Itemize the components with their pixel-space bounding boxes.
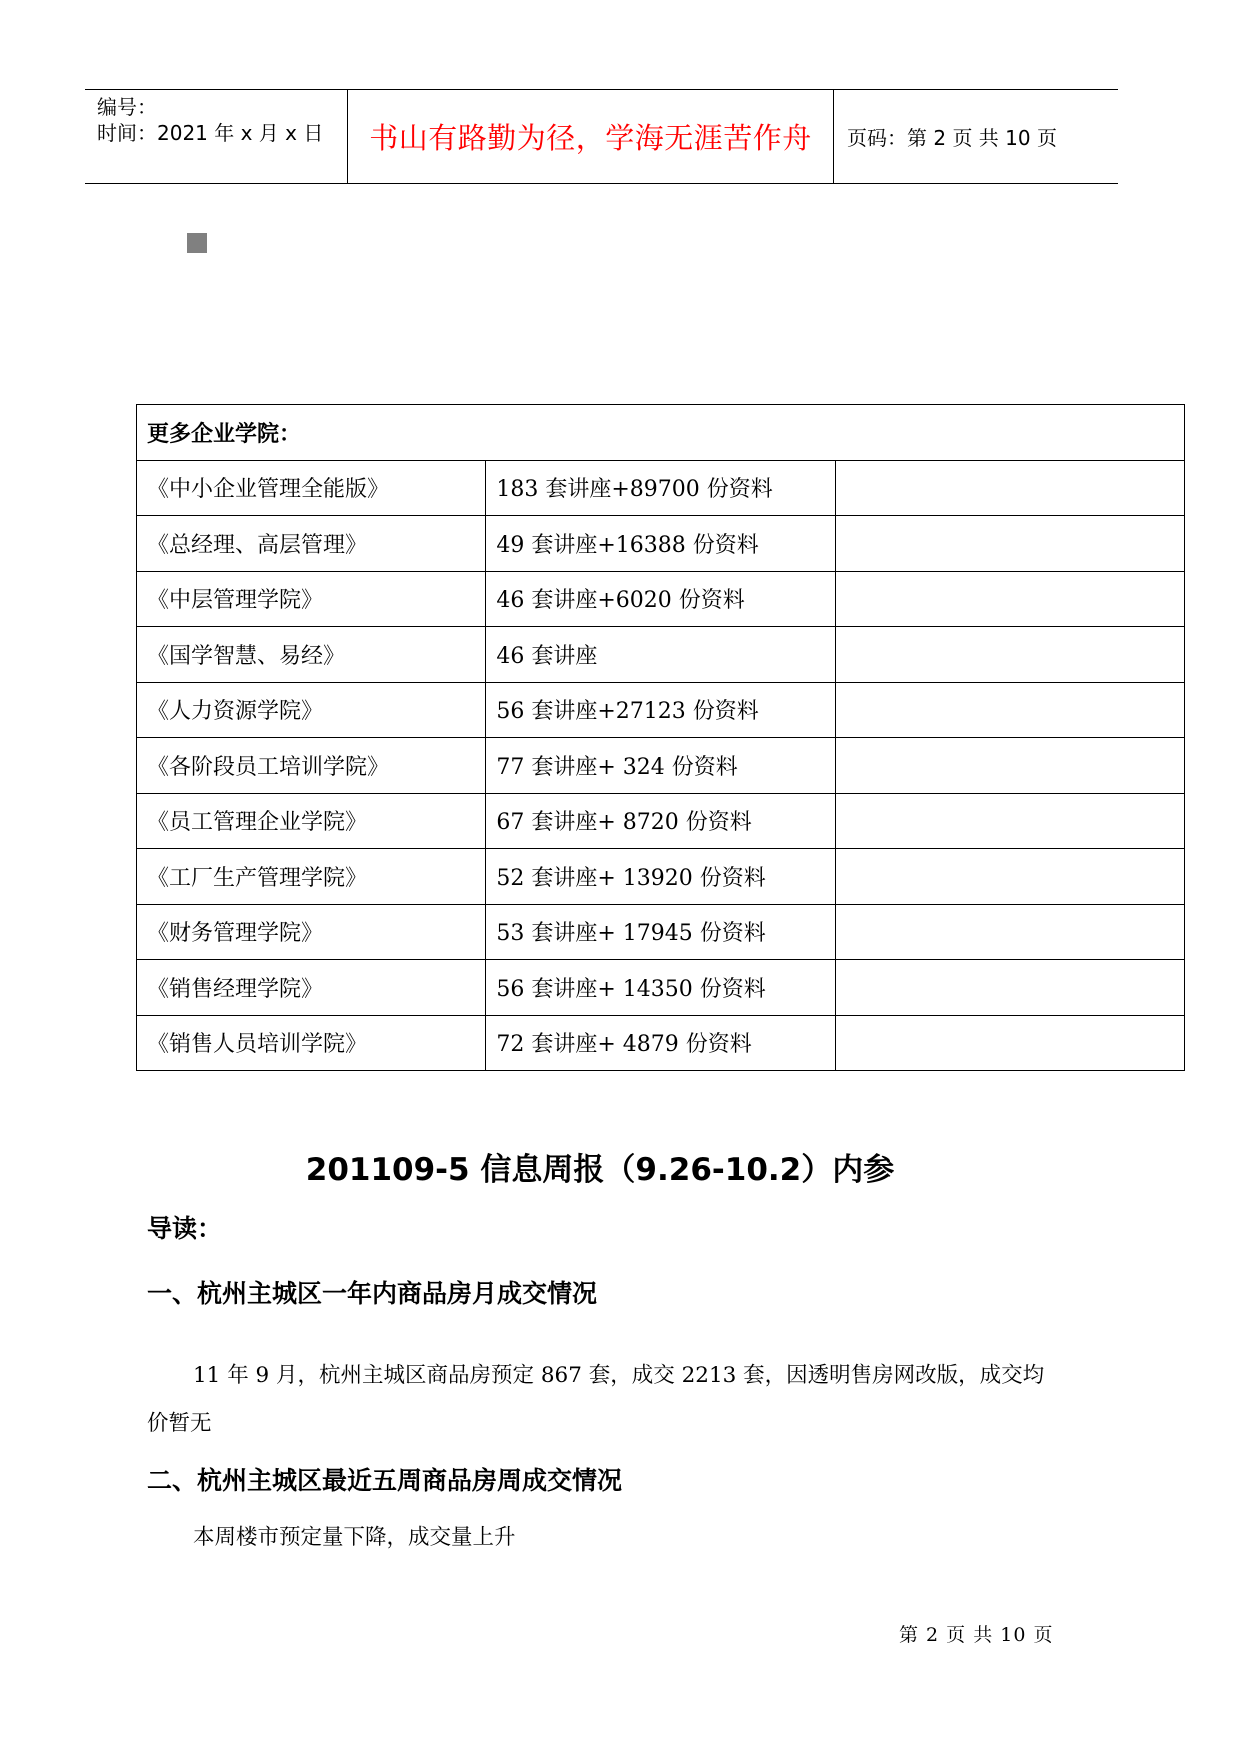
table-row [137,960,1185,1016]
course-extra-cell [835,460,1184,516]
course-content-cell: 77 套讲座+ 324 份资料 [486,738,835,794]
table-row [137,793,1185,849]
report-title: 201109-5 信息周报（9.26-10.2）内参 [305,1152,895,1188]
course-name-cell: 《国学智慧、易经》 [137,627,486,683]
section1-heading: 一、杭州主城区一年内商品房月成交情况 [147,1279,598,1308]
header-meta [97,90,347,183]
course-extra-cell [835,1015,1184,1071]
section2-paragraph: 本周楼市预定量下降，成交量上升 [193,1525,516,1550]
header-motto: 书山有路勤为径，学海无涯苦作舟 [347,90,834,183]
course-content-cell: 53 套讲座+ 17945 份资料 [486,904,835,960]
section2-heading: 二、杭州主城区最近五周商品房周成交情况 [147,1466,623,1495]
course-name-cell: 《中层管理学院》 [137,571,486,627]
course-extra-cell [835,571,1184,627]
course-name-cell: 《财务管理学院》 [137,904,486,960]
course-name-cell: 《员工管理企业学院》 [137,793,486,849]
table-row [137,682,1185,738]
table-row [137,571,1185,627]
course-extra-cell [835,682,1184,738]
course-content-cell: 183 套讲座+89700 份资料 [486,460,835,516]
course-extra-cell [835,849,1184,905]
page-header [85,89,1118,184]
course-content-cell: 56 套讲座+ 14350 份资料 [486,960,835,1016]
gray-square-bullet-icon [187,233,207,253]
course-content-cell: 46 套讲座+6020 份资料 [486,571,835,627]
courses-table-title-row [137,405,1185,461]
course-content-cell: 56 套讲座+27123 份资料 [486,682,835,738]
intro-heading: 导读： [147,1214,223,1243]
course-extra-cell [835,516,1184,572]
section1-paragraph-line2: 价暂无 [147,1411,212,1436]
header-page-info: 页码：第 2 页 共 10 页 [847,126,1057,150]
course-content-cell: 49 套讲座+16388 份资料 [486,516,835,572]
course-name-cell: 《人力资源学院》 [137,682,486,738]
document-number-label: 编号： [97,95,157,119]
course-content-cell: 67 套讲座+ 8720 份资料 [486,793,835,849]
table-row [137,460,1185,516]
course-extra-cell [835,793,1184,849]
course-extra-cell [835,960,1184,1016]
course-name-cell: 《销售经理学院》 [137,960,486,1016]
table-row [137,627,1185,683]
course-extra-cell [835,627,1184,683]
course-name-cell: 《工厂生产管理学院》 [137,849,486,905]
courses-table [136,404,1185,1071]
document-time-label: 时间：2021 年 x 月 x 日 [97,121,324,145]
table-row [137,904,1185,960]
table-row [137,1015,1185,1071]
course-content-cell: 72 套讲座+ 4879 份资料 [486,1015,835,1071]
page-footer: 第 2 页 共 10 页 [899,1624,1054,1646]
course-name-cell: 《总经理、高层管理》 [137,516,486,572]
section1-paragraph-line1: 11 年 9 月，杭州主城区商品房预定 867 套，成交 2213 套，因透明售房网改版，成交均 [193,1363,1045,1388]
course-name-cell: 《销售人员培训学院》 [137,1015,486,1071]
course-extra-cell [835,738,1184,794]
table-row [137,849,1185,905]
course-extra-cell [835,904,1184,960]
course-content-cell: 46 套讲座 [486,627,835,683]
course-name-cell: 《中小企业管理全能版》 [137,460,486,516]
courses-table-title: 更多企业学院： [137,405,1185,461]
table-row [137,516,1185,572]
course-name-cell: 《各阶段员工培训学院》 [137,738,486,794]
course-content-cell: 52 套讲座+ 13920 份资料 [486,849,835,905]
table-row [137,738,1185,794]
